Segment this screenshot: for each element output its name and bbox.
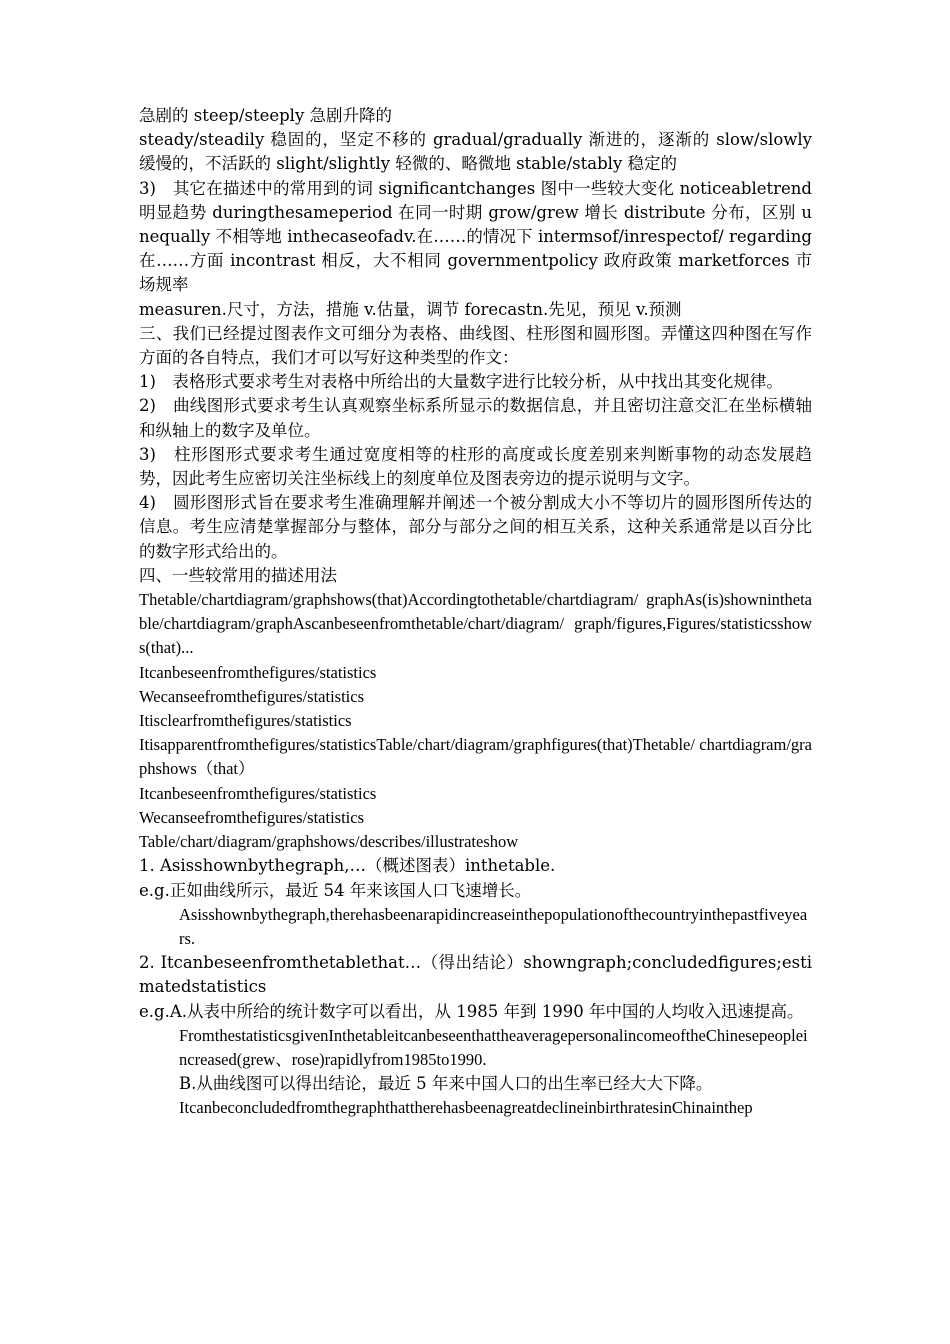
text-line-4: measuren.尺寸，方法，措施 v.估量，调节 forecastn.先见，预见 v.预测 [139, 299, 682, 319]
phrase-line-1: Itcanbeseenfromthefigures/statistics [139, 662, 377, 682]
text-line-2: steady/steadily 稳固的，坚定不移的 gradual/gradually 渐进的，逐渐的 slow/slowly 缓慢的，不活跃的 slight/slightly 轻微的、略微地 stable/stably 稳定的 [139, 130, 812, 174]
phrase-line-4: Itcanbeseenfromthefigures/statistics [139, 783, 377, 803]
usage-2: 2. Itcanbeseenfromthetablethat…（得出结论）showngraph;concludedfigures;estimatedstatistics [139, 953, 812, 997]
text-line-1: 急剧的 steep/steeply 急剧升降的 [139, 106, 393, 125]
example-2a-cn: e.g.A.从表中所给的统计数字可以看出，从 1985 年到 1990 年中国的人均收入迅速提高。 [139, 1001, 804, 1021]
item-pie-chart: 4) 圆形图形式旨在要求考生准确理解并阐述一个被分割成大小不等切片的圆形图所传达的信息。考生应清楚掌握部分与整体，部分与部分之间的相互关系，这种关系通常是以百分比的数字形式给出的。 [139, 493, 812, 561]
example-2b-cn: B.从曲线图可以得出结论，最近 5 年来中国人口的出生率已经大大下降。 [179, 1074, 713, 1094]
document-body [139, 104, 812, 1121]
item-bar-graph: 3) 柱形图形式要求考生通过宽度相等的柱形的高度或长度差别来判断事物的动态发展趋势，因此考生应密切关注坐标线上的刻度单位及图表旁边的提示说明与文字。 [139, 444, 812, 489]
item-line-graph: 2) 曲线图形式要求考生认真观察坐标系所显示的数据信息，并且密切注意交汇在坐标横轴和纵轴上的数字及单位。 [139, 396, 812, 440]
usage-1: 1. Asisshownbythegraph,…（概述图表）inthetable. [139, 856, 556, 876]
phrase-line-2: Wecanseefromthefigures/statistics [139, 686, 365, 706]
phrase-line-6: Table/chart/diagram/graphshows/describes/illustrateshow [139, 832, 519, 852]
phrase-block-1: Thetable/chartdiagram/graphshows(that)Accordingtothetable/chartdiagram/ graphAs(is)showninthetable/chartdiagram/graphAscanbeseenfromthetable/chart/diagram/ graph/figures,Figures/statisticsshows(that)... [139, 590, 812, 658]
phrase-line-5: Wecanseefromthefigures/statistics [139, 807, 365, 827]
section-four-heading: 四、一些较常用的描述用法 [139, 565, 337, 585]
item-table: 1) 表格形式要求考生对表格中所给出的大量数字进行比较分析，从中找出其变化规律。 [139, 372, 783, 392]
section-three-intro: 三、我们已经提过图表作文可细分为表格、曲线图、柱形图和圆形图。弄懂这四种图在写作方面的各自特点，我们才可以写好这种类型的作文： [139, 323, 812, 368]
example-2b-en: ItcanbeconcludedfromthegraphthattherehasbeenagreatdeclineinbirthratesinChinainthep [179, 1098, 753, 1118]
example-1-cn: e.g.正如曲线所示，最近 54 年来该国人口飞速增长。 [139, 880, 532, 900]
phrase-block-2: Itisapparentfromthefigures/statisticsTable/chart/diagram/graphfigures(that)Thetable/ chartdiagram/graphshows（that） [139, 735, 812, 779]
phrase-line-3: Itisclearfromthefigures/statistics [139, 711, 352, 731]
example-2a-en: FromthestatisticsgivenInthetableitcanbeseenthattheaveragepersonalincomeoftheChinesepeopleincreased(grew、rose)rapidlyfrom1985to1990. [179, 1025, 808, 1069]
text-line-3: 3) 其它在描述中的常用到的词 significantchanges 图中一些较大变化 noticeabletrend 明显趋势 duringthesameperiod 在同一时期 grow/grew 增长 distribute 分布，区别 unequally 不相等地 inthecaseofadv.在……的情况下 intermsof/inrespectof/ regarding 在……方面 incontrast 相反，大不相同 governmentpolicy 政府政策 marketforces 市场规率 [139, 178, 812, 295]
example-1-en: Asisshownbythegraph,therehasbeenarapidincreaseinthepopulationofthecountryinthepastfiveyears. [179, 904, 808, 948]
